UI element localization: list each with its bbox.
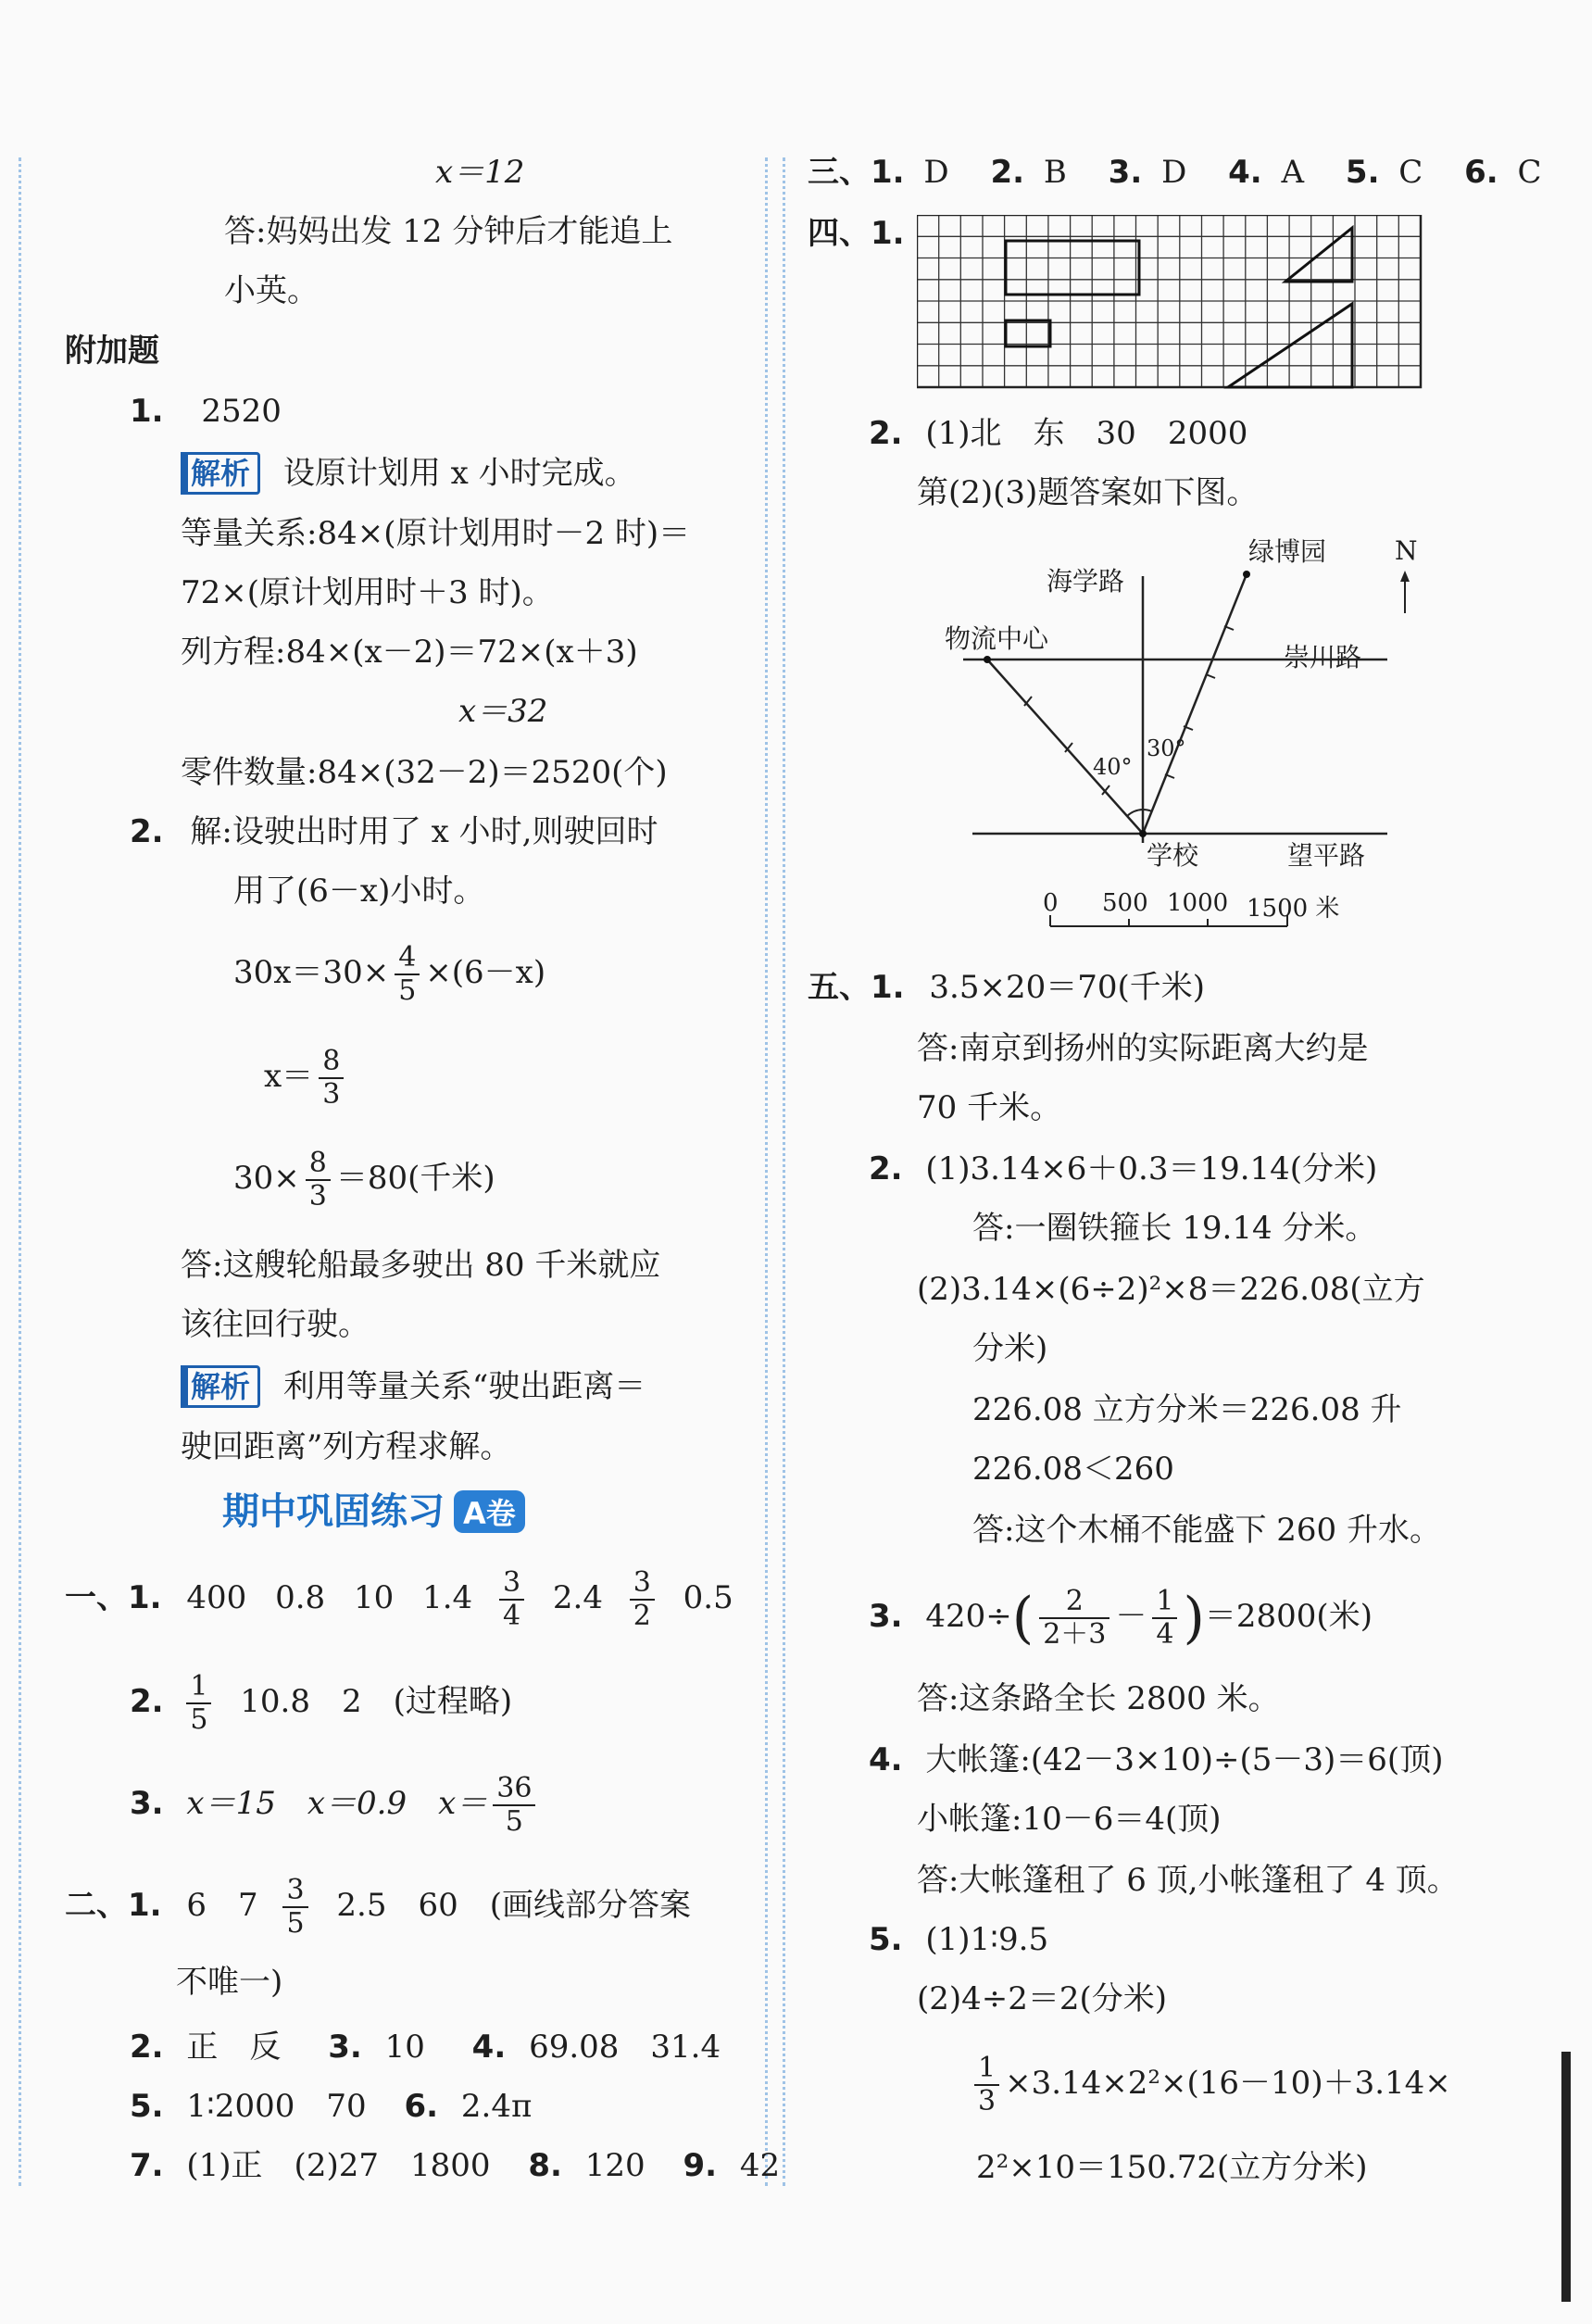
q1-jiexi-line-3: 72×(原计划用时＋3 时)。 [181,574,554,611]
fraction [1039,1586,1109,1651]
wu-q5-number: 5. [869,1921,903,1958]
scale-label-500: 500 [1102,889,1148,917]
item-number: 4. [1228,154,1262,191]
er-q7-label: 7. [130,2147,164,2184]
san-prefix: 三、 [808,154,871,191]
numerator: 36 [493,1773,535,1806]
wu-q4-line-3: 答:大帐篷租了 6 顶,小帐篷租了 4 顶。 [917,1862,1459,1899]
numerator: 3 [282,1875,307,1908]
er-q6-value: 2.4π [460,2088,533,2125]
map-labels [935,530,1454,947]
numerator: 8 [319,1046,344,1079]
er-q9-value: 42 [739,2147,781,2184]
fraction [282,1875,307,1940]
fraction [1152,1586,1177,1651]
wu-q4-line-1: 大帐篷:(42－3×10)÷(5－3)＝6(顶) [925,1741,1444,1778]
wu-q3-number: 3. [869,1598,903,1635]
er-q7-q9 [130,2145,780,2186]
wu-q1-line-2: 答:南京到扬州的实际距离大约是 [917,1030,1369,1067]
wu-q2-line-7: 答:这个木桶不能盛下 260 升水。 [972,1512,1441,1549]
q2-answer-2: 该往回行驶。 [181,1306,370,1343]
section-title-text: 期中巩固练习 [222,1490,445,1533]
er-q1-label: 二、1. [65,1887,162,1924]
wu-q2-line-1: (1)3.14×6＋0.3＝19.14(分米) [925,1150,1378,1187]
line-x12: x＝12 [435,154,525,191]
er-q1 [65,1864,691,1947]
si-q2-number: 2. [869,415,903,452]
er-q7-value: (1)正 (2)27 1800 [186,2147,491,2184]
wu-q2-line-6: 226.08＜260 [972,1451,1174,1488]
jiexi-tag: 解析 [181,1365,260,1408]
wu-q5-line-3 [969,2041,1451,2125]
north-label: N [1395,535,1418,566]
item-value: D [923,154,949,191]
er-q8-label: 8. [528,2147,562,2184]
value: 10 [354,1579,395,1616]
er-q2-value: 正 反 [186,2029,282,2066]
denominator: 3 [308,1180,327,1212]
wu-q5-line-2: (2)4÷2＝2(分米) [917,1980,1168,2017]
section-badge: A卷 [454,1490,525,1533]
fraction [493,1773,535,1838]
q2-eq1-right: ×(6－x) [425,954,546,991]
wu-q2-line-3: (2)3.14×(6÷2)²×8＝226.08(立方 [917,1271,1425,1308]
si-q2 [869,413,1247,454]
wu-q5-line-1: (1)1∶9.5 [925,1921,1049,1958]
wu-q5 [869,1919,1048,1960]
numerator: 2 [1039,1586,1109,1619]
er-q5-label: 5. [130,2088,164,2125]
er-q9-label: 9. [683,2147,718,2184]
right-column [796,0,1565,2324]
paren-open: ( [1011,1586,1034,1651]
er-q4-label: 4. [471,2029,507,2066]
minus: － [1115,1598,1147,1635]
numerator: 1 [974,2053,999,2086]
er-q6-label: 6. [404,2088,439,2125]
wu-q4-number: 4. [869,1741,903,1778]
er-q5-q6 [130,2086,532,2127]
xuexiao-label: 学校 [1147,840,1199,871]
numerator: 1 [186,1671,211,1704]
si-q2-note: 第(2)(3)题答案如下图。 [917,474,1259,511]
value: 400 [186,1579,247,1616]
haixue-label: 海学路 [1047,566,1125,597]
wu-q2-number: 2. [869,1150,903,1187]
san-answers [808,152,1542,193]
value: 0.8 [275,1579,326,1616]
answer-line-2: 小英。 [224,272,319,309]
chongchuan-label: 崇川路 [1284,642,1362,672]
si-label: 四、1. [808,215,905,252]
er-q1-values: 6 7 [186,1887,258,1924]
q2-equation-3 [233,1141,495,1215]
wangping-label: 望平路 [1287,840,1366,871]
left-column [0,0,781,2324]
q1-answer: 2520 [201,393,282,430]
er-q5-value: 1∶2000 70 [186,2088,367,2125]
fraction [974,2053,999,2117]
q2-equation-2 [264,1039,349,1113]
yi-q2-label: 2. [130,1683,164,1720]
wuliu-label: 物流中心 [945,623,1049,654]
grid-figure [917,215,1426,391]
wu-q2-line-5: 226.08 立方分米＝226.08 升 [972,1391,1402,1428]
numerator: 4 [395,942,420,975]
fujia-title: 附加题 [65,333,159,370]
section-title [222,1482,525,1535]
lvboyuan-label: 绿博园 [1248,536,1327,567]
numerator: 8 [306,1148,331,1181]
numerator: 3 [630,1567,655,1601]
answer-line-1: 答:妈妈出发 12 分钟后才能追上 [224,213,673,250]
yi-q2 [130,1660,512,1743]
item-value: B [1043,154,1067,191]
fujia-q1 [130,391,282,432]
er-q3-value: 10 [384,2029,425,2066]
big-rectangle [1006,241,1139,295]
scale-label-0: 0 [1043,889,1059,917]
er-q2-q4 [130,2027,721,2067]
wu-q1-line-3: 70 千米。 [917,1089,1062,1126]
q2-eq2-left: x＝ [264,1058,314,1095]
wu-q4-line-2: 小帐篷:10－6＝4(顶) [917,1801,1222,1838]
denominator: 5 [190,1703,208,1736]
item-number: 1. [871,154,905,191]
denominator: 3 [978,2085,997,2117]
er-q4-value: 69.08 31.4 [529,2029,721,2066]
denominator: 2＋3 [1043,1618,1107,1651]
center-guide-1 [765,157,768,2186]
angle-left-label: 40° [1093,754,1133,780]
er-q3-label: 3. [328,2029,362,2066]
numerator: 3 [499,1567,524,1601]
wu-q2-line-2: 答:一圈铁箍长 19.14 分米。 [972,1210,1377,1247]
denominator: 3 [322,1078,341,1111]
item-value: D [1161,154,1187,191]
er-q2-label: 2. [130,2029,164,2066]
wu-q3 [869,1575,1373,1660]
q1-jiexi-text-1: 设原计划用 x 小时完成。 [282,455,636,492]
yi-q3 [130,1762,541,1845]
q2-jiexi-text-1: 利用等量关系“驶出距离＝ [282,1368,646,1405]
q1-number: 1. [130,393,164,430]
yi-q1-label: 一、1. [65,1579,162,1616]
fraction [186,1671,211,1736]
q2-eq3-right: ＝80(千米) [335,1160,495,1197]
q2-answer-1: 答:这艘轮船最多驶出 80 千米就应 [181,1247,661,1284]
er-q1-cont: 不唯一) [176,1964,283,2001]
wu-q5-line-4: 2²×10＝150.72(立方分米) [976,2149,1368,2186]
yi-q1 [65,1556,733,1639]
q1-jiexi-line-6: 零件数量:84×(32－2)＝2520(个) [181,754,668,791]
item-value: C [1517,154,1542,191]
center-guide-2 [783,157,785,2186]
numerator: 1 [1152,1586,1177,1619]
q1-jiexi-line-4: 列方程:84×(x－2)＝72×(x＋3) [181,634,638,671]
yi-q2-rest: 10.8 2 (过程略) [240,1683,513,1720]
q2-jiexi-line-1 [181,1365,646,1408]
jiexi-tag: 解析 [181,452,260,495]
denominator: 5 [398,974,417,1007]
fraction [630,1567,655,1632]
er-q1-rest: 2.5 60 (画线部分答案 [336,1887,691,1924]
small-rectangle [1006,320,1050,346]
wu-q1-line-1: 3.5×20＝70(千米) [929,969,1206,1006]
wu-label: 五、1. [808,969,905,1006]
yi-q3-text: x＝15 x＝0.9 x＝ [186,1785,488,1822]
paren-close: ) [1183,1586,1205,1651]
fujia-q2-line-2: 用了(6－x)小时。 [233,873,485,910]
q2-text-1: 解:设驶出时用了 x 小时,则驶回时 [190,813,658,850]
q1-jiexi-line-1 [181,452,636,495]
denominator: 4 [1156,1618,1174,1651]
denominator: 4 [502,1600,521,1632]
si-q2-answer: (1)北 东 30 2000 [925,415,1248,452]
item-value: C [1398,154,1423,191]
value: 0.5 [683,1579,733,1616]
value: 1.4 [422,1579,473,1616]
er-q8-value: 120 [584,2147,646,2184]
wu-q3-end: ＝2800(米) [1204,1598,1373,1635]
scale-label-1500: 1500 米 [1247,895,1340,923]
item-number: 6. [1464,154,1498,191]
fraction [319,1046,344,1111]
angle-right-label: 30° [1147,735,1186,761]
wu-q2 [869,1149,1377,1189]
q2-eq3-left: 30× [233,1160,300,1197]
q2-eq1-left: 30x＝30× [233,954,390,991]
q2-equation-1 [233,936,545,1010]
wu-q2-line-4: 分米) [972,1330,1048,1367]
item-number: 5. [1345,154,1380,191]
denominator: 5 [505,1805,523,1838]
denominator: 2 [633,1600,651,1632]
q1-jiexi-line-5: x＝32 [458,693,548,730]
wu-q3-answer: 答:这条路全长 2800 米。 [917,1680,1280,1717]
q2-jiexi-line-2: 驶回距离”列方程求解。 [181,1428,512,1465]
fraction [499,1567,524,1632]
wu-q5-expr: ×3.14×2²×(16－10)＋3.14× [1005,2065,1451,2102]
item-number: 2. [990,154,1025,191]
wu-q1 [808,967,1205,1008]
item-number: 3. [1108,154,1143,191]
item-value: A [1281,154,1305,191]
denominator: 5 [286,1907,305,1940]
wu-q4 [869,1740,1443,1780]
q1-jiexi-line-2: 等量关系:84×(原计划用时－2 时)＝ [181,515,691,552]
fraction [306,1148,331,1212]
yi-q3-label: 3. [130,1785,164,1822]
value: 2.4 [552,1579,603,1616]
fraction [395,942,420,1007]
scale-label-1000: 1000 [1167,889,1229,917]
wu-q3-start: 420÷ [925,1598,1012,1635]
fujia-q2-line-1 [130,811,658,852]
q2-number: 2. [130,813,164,850]
